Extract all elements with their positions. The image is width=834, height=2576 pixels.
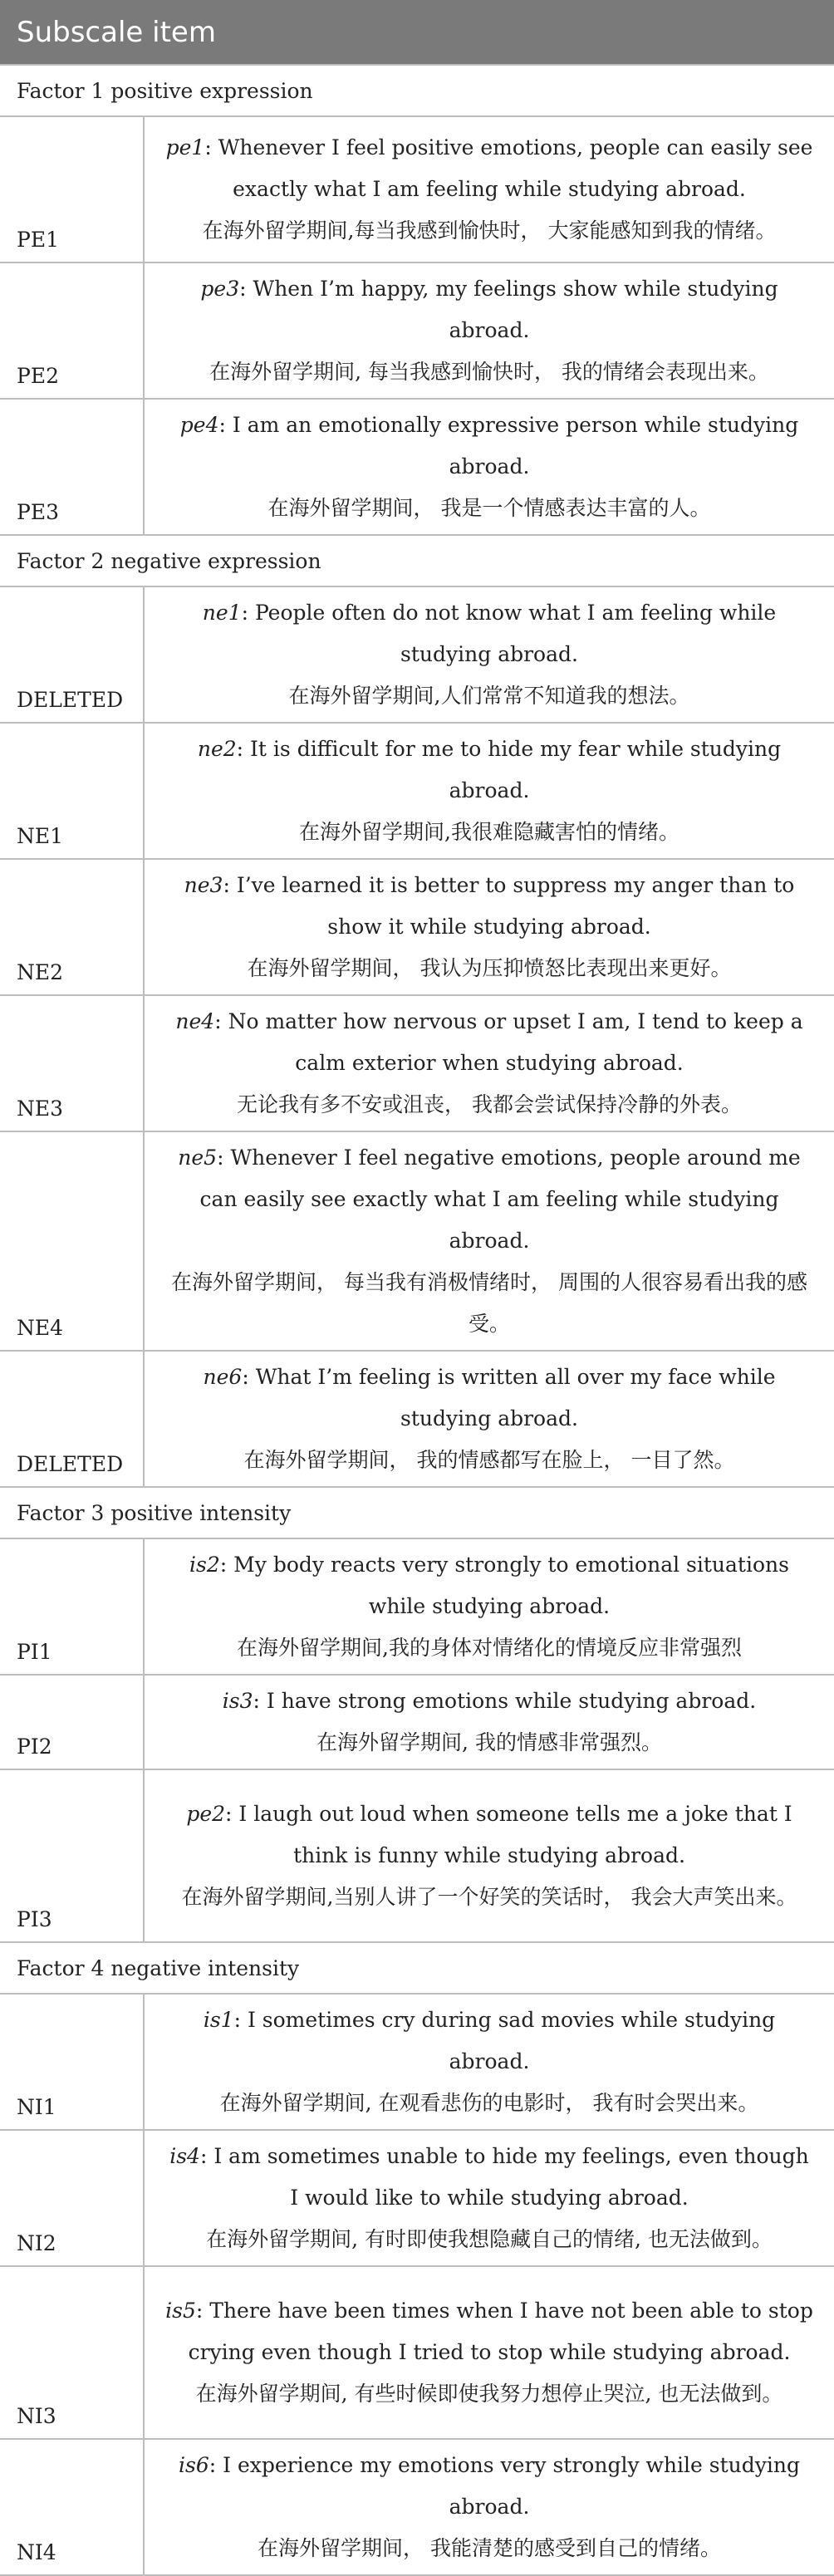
code-separator: :	[204, 135, 218, 159]
table-row	[0, 995, 834, 1131]
item-chinese: 在海外留学期间， 我认为压抑愤怒比表现出来更好。	[247, 956, 732, 980]
item-chinese: 在海外留学期间,人们常常不知道我的想法。	[288, 684, 690, 708]
factor-title: Factor 4 negative intensity	[0, 1942, 834, 1994]
item-label: NE2	[0, 859, 144, 995]
table-header: Subscale item	[0, 0, 834, 65]
table-row	[0, 723, 834, 859]
item-chinese: 在海外留学期间, 在观看悲伤的电影时， 我有时会哭出来。	[219, 2091, 759, 2115]
item-code: ne5	[178, 1146, 218, 1170]
item-english	[163, 1357, 816, 1440]
item-english-text: I am sometimes unable to hide my feelings, even though I would like to while studying abroad.	[213, 2144, 809, 2210]
item-english	[163, 2290, 816, 2373]
code-separator: :	[219, 1553, 234, 1577]
code-separator: :	[236, 737, 251, 761]
factor-title: Factor 2 negative expression	[0, 535, 834, 586]
table-row	[0, 2439, 834, 2575]
item-code: pe2	[186, 1802, 226, 1826]
table-row	[0, 263, 834, 399]
header-row	[0, 0, 834, 65]
code-separator: :	[214, 1009, 228, 1033]
code-separator: :	[223, 873, 237, 897]
item-code: is3	[222, 1689, 253, 1713]
item-code: is4	[169, 2144, 200, 2168]
item-code: is5	[165, 2299, 196, 2323]
table-row	[0, 399, 834, 535]
item-english	[163, 268, 816, 351]
code-separator: :	[253, 1689, 267, 1713]
item-english-text: I experience my emotions very strongly while studying abroad.	[223, 2453, 800, 2519]
item-english	[163, 1681, 816, 1722]
item-code: is6	[179, 2453, 209, 2477]
code-separator: :	[242, 1365, 256, 1389]
item-label: NI4	[0, 2439, 144, 2575]
factor-row	[0, 65, 834, 116]
item-english-text: When I’m happy, my feelings show while studying abroad.	[253, 277, 778, 342]
item-label: PE1	[0, 116, 144, 263]
table-row	[0, 1131, 834, 1351]
item-label: NE4	[0, 1131, 144, 1351]
item-code: is2	[189, 1553, 220, 1577]
item-text	[144, 116, 834, 263]
item-english	[163, 127, 816, 210]
item-english-text: What I’m feeling is written all over my face while studying abroad.	[255, 1365, 776, 1430]
factor-title: Factor 1 positive expression	[0, 65, 834, 116]
item-label: NE1	[0, 723, 144, 859]
item-chinese: 在海外留学期间, 我的情感非常强烈。	[316, 1730, 662, 1754]
code-separator: :	[239, 277, 253, 301]
table-row	[0, 859, 834, 995]
item-english-text: My body reacts very strongly to emotional situations while studying abroad.	[233, 1553, 789, 1618]
item-text	[144, 1994, 834, 2130]
item-english-text: It is difficult for me to hide my fear while studying abroad.	[250, 737, 782, 802]
table-row	[0, 1675, 834, 1769]
item-english	[163, 1001, 816, 1084]
item-chinese: 在海外留学期间,每当我感到愉快时， 大家能感知到我的情绪。	[202, 218, 777, 243]
item-chinese: 在海外留学期间, 有时即使我想隐藏自己的情绪, 也无法做到。	[206, 2227, 773, 2251]
item-label: PI1	[0, 1538, 144, 1675]
item-chinese: 在海外留学期间， 每当我有消极情绪时， 周围的人很容易看出我的感受。	[171, 1270, 807, 1336]
table-row	[0, 116, 834, 263]
code-separator: :	[199, 2144, 214, 2168]
item-english-text: I’ve learned it is better to suppress my anger than to show it while studying abroad.	[236, 873, 795, 939]
item-text	[144, 723, 834, 859]
item-english-text: Whenever I feel negative emotions, people around me can easily see exactly what I am feeling while studying abroad.	[199, 1146, 801, 1253]
item-chinese: 在海外留学期间,当别人讲了一个好笑的笑话时， 我会大声笑出来。	[181, 1885, 797, 1909]
item-label: PI3	[0, 1769, 144, 1942]
factor-title: Factor 3 positive intensity	[0, 1487, 834, 1538]
item-text	[144, 1131, 834, 1351]
table-row	[0, 1351, 834, 1487]
item-english-text: I laugh out loud when someone tells me a joke that I think is funny while studying abroad.	[238, 1802, 792, 1867]
item-code: ne4	[175, 1009, 215, 1033]
table-row	[0, 2130, 834, 2266]
code-separator: :	[217, 1146, 231, 1170]
item-english	[163, 405, 816, 488]
item-label: NE3	[0, 995, 144, 1131]
item-chinese: 在海外留学期间， 我是一个情感表达丰富的人。	[267, 496, 711, 520]
item-code: ne6	[203, 1365, 243, 1389]
item-english-text: No matter how nervous or upset I am, I tend to keep a calm exterior when studying abroad.	[228, 1009, 803, 1075]
item-chinese: 无论我有多不安或沮丧， 我都会尝试保持冷静的外表。	[237, 1092, 742, 1116]
factor-row	[0, 535, 834, 586]
table-row	[0, 1994, 834, 2130]
item-text	[144, 1538, 834, 1675]
table-row	[0, 1769, 834, 1942]
item-text	[144, 399, 834, 535]
item-text	[144, 2266, 834, 2439]
item-code: pe3	[200, 277, 240, 301]
item-text	[144, 263, 834, 399]
item-chinese: 在海外留学期间,我很难隐藏害怕的情绪。	[299, 820, 679, 844]
item-english	[163, 1544, 816, 1627]
item-text	[144, 1675, 834, 1769]
item-text	[144, 586, 834, 723]
item-english	[163, 729, 816, 812]
item-english	[163, 865, 816, 948]
item-label: PI2	[0, 1675, 144, 1769]
item-english	[163, 592, 816, 675]
item-english-text: People often do not know what I am feeling while studying abroad.	[254, 601, 777, 666]
item-text	[144, 859, 834, 995]
code-separator: :	[233, 2008, 248, 2032]
item-chinese: 在海外留学期间, 每当我感到愉快时， 我的情绪会表现出来。	[209, 360, 769, 384]
item-label: DELETED	[0, 1351, 144, 1487]
code-separator: :	[208, 2453, 223, 2477]
item-chinese: 在海外留学期间, 有些时候即使我努力想停止哭泣, 也无法做到。	[195, 2382, 783, 2406]
item-text	[144, 2439, 834, 2575]
item-label: NI2	[0, 2130, 144, 2266]
item-text	[144, 1351, 834, 1487]
item-code: ne2	[197, 737, 237, 761]
item-label: NI3	[0, 2266, 144, 2439]
item-english	[163, 1999, 816, 2083]
code-separator: :	[241, 601, 255, 625]
item-text	[144, 995, 834, 1131]
item-label: DELETED	[0, 586, 144, 723]
item-code: pe1	[165, 135, 205, 159]
code-separator: :	[225, 1802, 239, 1826]
item-english	[163, 1137, 816, 1262]
item-english-text: I am an emotionally expressive person while studying abroad.	[232, 413, 799, 478]
item-english-text: Whenever I feel positive emotions, people can easily see exactly what I am feeling while studying abroad.	[218, 135, 813, 201]
table-body	[0, 65, 834, 2575]
item-chinese: 在海外留学期间， 我能清楚的感受到自己的情绪。	[258, 2536, 721, 2560]
item-english	[163, 2445, 816, 2528]
item-code: ne1	[202, 601, 242, 625]
item-text	[144, 1769, 834, 1942]
item-text	[144, 2130, 834, 2266]
item-label: NI1	[0, 1994, 144, 2130]
item-english	[163, 2136, 816, 2219]
factor-row	[0, 1487, 834, 1538]
table-row	[0, 586, 834, 723]
item-code: is1	[203, 2008, 234, 2032]
code-separator: :	[218, 413, 233, 437]
item-label: PE3	[0, 399, 144, 535]
item-english-text: There have been times when I have not been able to stop crying even though I tried to stop while studying abroad.	[188, 2299, 813, 2364]
item-chinese: 在海外留学期间,我的身体对情绪化的情境反应非常强烈	[237, 1636, 742, 1660]
item-label: PE2	[0, 263, 144, 399]
item-english	[163, 1793, 816, 1877]
item-code: ne3	[184, 873, 223, 897]
item-english-text: I have strong emotions while studying abroad.	[266, 1689, 757, 1713]
table-row	[0, 2266, 834, 2439]
table-row	[0, 1538, 834, 1675]
factor-row	[0, 1942, 834, 1994]
item-english-text: I sometimes cry during sad movies while studying abroad.	[247, 2008, 776, 2073]
item-code: pe4	[179, 413, 219, 437]
code-separator: :	[195, 2299, 210, 2323]
item-chinese: 在海外留学期间， 我的情感都写在脸上， 一目了然。	[243, 1448, 735, 1472]
